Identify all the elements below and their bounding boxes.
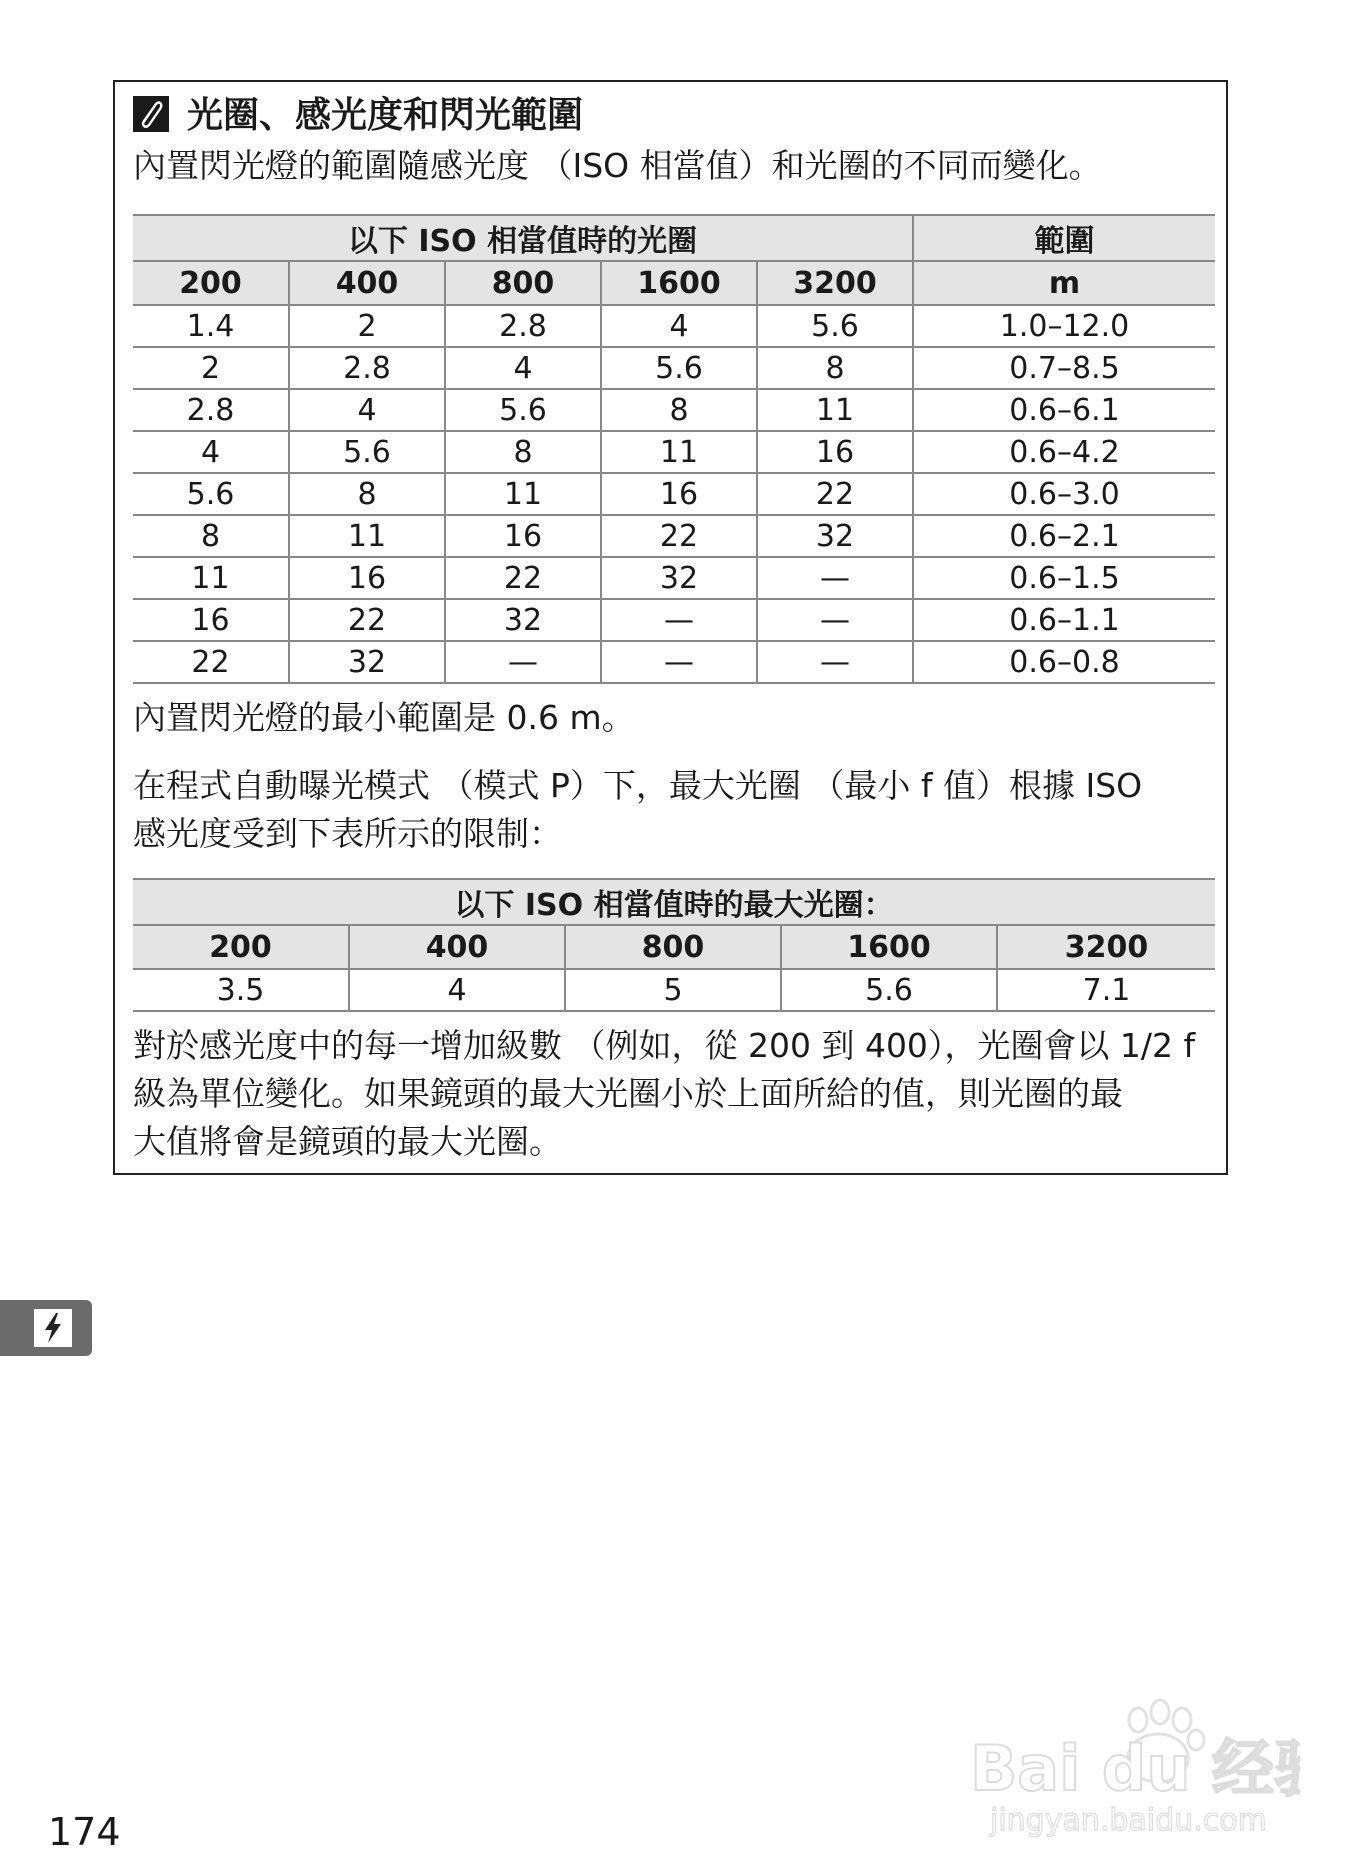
- iso-column-header: 400: [349, 925, 565, 969]
- table-cell: —: [445, 641, 601, 683]
- table-cell: 32: [601, 557, 757, 599]
- mode-text-line-1: 在程式自動曝光模式 （模式 P）下，最大光圈 （最小 f 值）根據 ISO: [133, 766, 1143, 805]
- table-cell: 11: [757, 389, 913, 431]
- flash-icon: [34, 1309, 72, 1347]
- table-row: [133, 969, 1215, 1011]
- table-cell: 5.6: [133, 473, 289, 515]
- table-header-row: [133, 925, 1215, 969]
- table-cell: 2.8: [445, 305, 601, 347]
- table-cell: 4: [349, 969, 565, 1011]
- table-cell: 16: [445, 515, 601, 557]
- table-cell: 0.6–0.8: [913, 641, 1215, 683]
- table-cell: 22: [289, 599, 445, 641]
- flash-range-table: [133, 214, 1215, 684]
- table-cell: 2.8: [133, 389, 289, 431]
- table-cell: 1.4: [133, 305, 289, 347]
- table-row: [133, 557, 1215, 599]
- table-header-row: [133, 261, 1215, 305]
- table-row: [133, 641, 1215, 683]
- table-row: [133, 347, 1215, 389]
- iso-column-header: 200: [133, 261, 289, 305]
- mode-text-line-2: 感光度受到下表所示的限制：: [133, 814, 562, 853]
- table-cell: 8: [445, 431, 601, 473]
- table-cell: 2: [133, 347, 289, 389]
- table-cell: 16: [757, 431, 913, 473]
- table-cell: 0.6–1.1: [913, 599, 1215, 641]
- table-cell: 22: [445, 557, 601, 599]
- pencil-note-icon: [133, 96, 169, 132]
- table-cell: 16: [289, 557, 445, 599]
- max-aperture-table: [133, 878, 1215, 1012]
- table-cell: 8: [757, 347, 913, 389]
- iso-column-header: 3200: [757, 261, 913, 305]
- table-cell: 5.6: [601, 347, 757, 389]
- table-cell: —: [757, 599, 913, 641]
- range-unit-header: m: [913, 261, 1215, 305]
- iso-column-header: 1600: [781, 925, 997, 969]
- table-cell: 5.6: [445, 389, 601, 431]
- table-row: [133, 431, 1215, 473]
- table-cell: 0.6–3.0: [913, 473, 1215, 515]
- aperture-group-header: 以下 ISO 相當值時的光圈: [133, 215, 913, 261]
- closing-line-2: 級為單位變化。如果鏡頭的最大光圈小於上面所給的值，則光圈的最: [133, 1074, 1123, 1113]
- table-cell: 0.6–6.1: [913, 389, 1215, 431]
- page-number: 174: [48, 1810, 121, 1854]
- flash-section-tab[interactable]: [0, 1300, 92, 1356]
- table-cell: 2: [289, 305, 445, 347]
- table-cell: 11: [601, 431, 757, 473]
- closing-line-1: 對於感光度中的每一增加級數 （例如，從 200 到 400），光圈會以 1/2 f: [133, 1026, 1196, 1065]
- table-header-row: [133, 215, 1215, 261]
- table-cell: 11: [133, 557, 289, 599]
- table-row: [133, 389, 1215, 431]
- table-cell: 0.6–2.1: [913, 515, 1215, 557]
- table-cell: 5.6: [781, 969, 997, 1011]
- iso-column-header: 200: [133, 925, 349, 969]
- table-cell: 0.7–8.5: [913, 347, 1215, 389]
- table-cell: 8: [289, 473, 445, 515]
- table-cell: —: [601, 641, 757, 683]
- note-box: [113, 80, 1228, 1175]
- table-cell: 22: [757, 473, 913, 515]
- table-cell: —: [757, 557, 913, 599]
- table-cell: —: [757, 641, 913, 683]
- table-cell: 16: [601, 473, 757, 515]
- table-cell: 3.5: [133, 969, 349, 1011]
- iso-column-header: 3200: [997, 925, 1215, 969]
- table-row: [133, 305, 1215, 347]
- closing-line-3: 大值將會是鏡頭的最大光圈。: [133, 1122, 562, 1161]
- max-aperture-header: 以下 ISO 相當值時的最大光圈：: [133, 879, 1215, 925]
- svg-text:Bai du 经验: Bai du 经验: [970, 1732, 1300, 1805]
- range-header: 範圍: [913, 215, 1215, 261]
- table-cell: 4: [133, 431, 289, 473]
- table-row: [133, 599, 1215, 641]
- table-header-row: [133, 879, 1215, 925]
- table-cell: 8: [601, 389, 757, 431]
- iso-column-header: 800: [445, 261, 601, 305]
- baidu-jingyan-watermark: [960, 1690, 1300, 1840]
- table-cell: 16: [133, 599, 289, 641]
- svg-text:jingyan.baidu.com: jingyan.baidu.com: [990, 1803, 1267, 1838]
- table-cell: 32: [445, 599, 601, 641]
- table-cell: 4: [601, 305, 757, 347]
- table-cell: 5: [565, 969, 781, 1011]
- iso-column-header: 400: [289, 261, 445, 305]
- table-cell: 1.0–12.0: [913, 305, 1215, 347]
- table-cell: 5.6: [757, 305, 913, 347]
- table-cell: 0.6–1.5: [913, 557, 1215, 599]
- table-cell: 11: [445, 473, 601, 515]
- table-cell: 11: [289, 515, 445, 557]
- iso-column-header: 800: [565, 925, 781, 969]
- table-cell: 4: [445, 347, 601, 389]
- table-cell: 32: [757, 515, 913, 557]
- iso-column-header: 1600: [601, 261, 757, 305]
- table-cell: 22: [133, 641, 289, 683]
- table-cell: 2.8: [289, 347, 445, 389]
- table-cell: —: [601, 599, 757, 641]
- table-cell: 8: [133, 515, 289, 557]
- table-row: [133, 473, 1215, 515]
- table-cell: 32: [289, 641, 445, 683]
- table-cell: 4: [289, 389, 445, 431]
- min-range-text: 內置閃光燈的最小範圍是 0.6 m。: [133, 698, 635, 737]
- table-cell: 5.6: [289, 431, 445, 473]
- table-cell: 7.1: [997, 969, 1215, 1011]
- intro-text: 內置閃光燈的範圍隨感光度 （ISO 相當值）和光圈的不同而變化。: [133, 146, 1102, 185]
- table-cell: 22: [601, 515, 757, 557]
- note-title: 光圈、感光度和閃光範圍: [187, 95, 584, 136]
- table-row: [133, 515, 1215, 557]
- table-cell: 0.6–4.2: [913, 431, 1215, 473]
